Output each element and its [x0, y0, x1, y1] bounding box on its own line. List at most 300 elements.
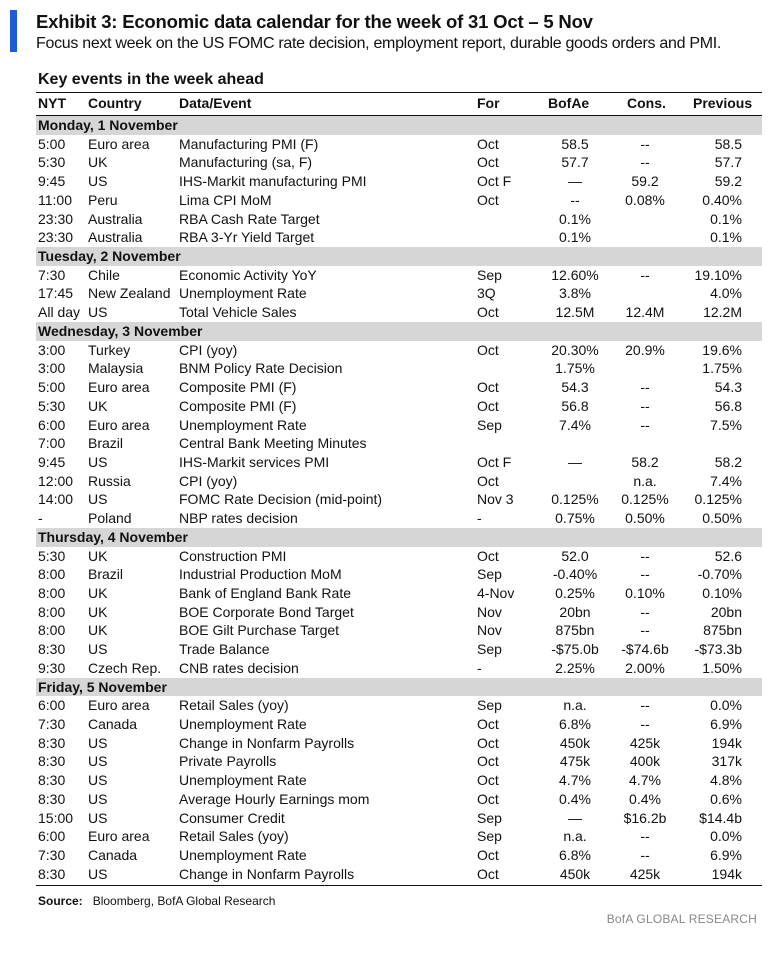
footer-brand: BofA GLOBAL RESEARCH — [606, 912, 757, 926]
column-header-nyt: NYT — [38, 95, 66, 111]
table-row — [0, 809, 783, 828]
period-cell: Oct — [477, 716, 499, 732]
time-cell: 15:00 — [38, 809, 74, 826]
bofa-estimate-cell: 54.3 — [561, 379, 589, 396]
event-cell: Change in Nonfarm Payrolls — [179, 734, 355, 751]
event-cell: Manufacturing PMI (F) — [179, 135, 319, 152]
day-header — [36, 116, 762, 135]
previous-cell: 194k — [711, 865, 742, 882]
time-cell: 7:30 — [38, 266, 66, 283]
bofa-estimate-cell: 52.0 — [561, 547, 589, 564]
time-cell: 7:30 — [38, 716, 66, 732]
time-cell: 17:45 — [38, 285, 74, 302]
period-cell: Oct — [477, 734, 499, 751]
previous-cell: -0.70% — [697, 566, 742, 583]
table-row — [0, 771, 783, 790]
time-cell: 8:00 — [38, 584, 66, 601]
previous-cell: 1.75% — [702, 360, 742, 377]
exhibit-subtitle: Focus next week on the US FOMC rate decision, employment report, durable goods orders and PMI. — [36, 35, 722, 52]
period-cell: Nov — [477, 603, 502, 620]
country-cell: Canada — [88, 847, 138, 864]
event-cell: IHS-Markit services PMI — [179, 453, 330, 470]
time-cell: 5:00 — [38, 379, 66, 396]
column-header-for: For — [477, 95, 500, 111]
table-row — [0, 191, 783, 210]
time-cell: 8:00 — [38, 566, 66, 583]
period-cell: Sep — [477, 697, 502, 714]
table-row — [0, 266, 783, 285]
previous-cell: 54.3 — [714, 379, 742, 396]
table-bottom-rule — [36, 885, 762, 886]
bofa-estimate-cell: 0.1% — [559, 229, 591, 246]
country-cell: Poland — [88, 510, 132, 527]
consensus-cell: 2.00% — [625, 659, 665, 676]
event-cell: BOE Gilt Purchase Target — [179, 622, 340, 639]
country-cell: US — [88, 734, 108, 751]
bofa-estimate-cell: 0.4% — [559, 790, 591, 807]
bofa-estimate-cell: 450k — [559, 865, 591, 882]
bofa-estimate-cell: 12.60% — [551, 266, 599, 283]
time-cell: 8:30 — [38, 734, 66, 751]
consensus-cell: -- — [640, 416, 650, 433]
bofa-estimate-cell: -- — [570, 191, 580, 208]
bofa-estimate-cell: 20.30% — [551, 341, 599, 358]
previous-cell: 52.6 — [714, 547, 742, 564]
table-row — [0, 790, 783, 809]
table-row — [0, 378, 783, 397]
country-cell: US — [88, 865, 108, 882]
time-cell: - — [38, 510, 43, 527]
previous-cell: 0.1% — [710, 229, 742, 246]
section-title-rule — [36, 92, 762, 93]
time-cell: 3:00 — [38, 341, 66, 358]
previous-cell: 0.1% — [710, 210, 742, 227]
bofa-estimate-cell: 6.8% — [559, 847, 591, 864]
period-cell: Nov 3 — [477, 491, 514, 508]
bofa-estimate-cell: 57.7 — [561, 154, 589, 171]
consensus-cell: -- — [640, 622, 650, 639]
time-cell: 8:30 — [38, 790, 66, 807]
consensus-cell: 400k — [629, 753, 661, 770]
event-cell: Manufacturing (sa, F) — [179, 154, 313, 171]
bofa-estimate-cell: 4.7% — [559, 772, 591, 789]
day-label: Thursday, 4 November — [38, 528, 188, 545]
consensus-cell: 0.4% — [629, 790, 661, 807]
table-row — [0, 846, 783, 865]
bofa-estimate-cell: -0.40% — [552, 566, 598, 583]
table-row — [0, 490, 783, 509]
event-cell: Composite PMI (F) — [179, 379, 297, 396]
period-cell: Oct F — [477, 453, 512, 470]
time-cell: 5:30 — [38, 397, 66, 414]
consensus-cell: n.a. — [633, 472, 657, 489]
previous-cell: 0.40% — [702, 191, 742, 208]
time-cell: 8:00 — [38, 622, 66, 639]
time-cell: 7:30 — [38, 847, 66, 864]
country-cell: US — [88, 453, 108, 470]
country-cell: US — [88, 790, 108, 807]
time-cell: 7:00 — [38, 435, 66, 452]
previous-cell: 7.4% — [710, 472, 742, 489]
event-cell: Trade Balance — [179, 641, 270, 658]
table-row — [0, 509, 783, 528]
day-label: Wednesday, 3 November — [38, 322, 203, 339]
period-cell: Oct — [477, 304, 499, 321]
previous-cell: 0.0% — [710, 828, 742, 845]
country-cell: New Zealand — [88, 285, 171, 302]
period-cell: Oct — [477, 379, 499, 396]
period-cell: Oct — [477, 397, 499, 414]
previous-cell: 317k — [711, 753, 742, 770]
source-text: Bloomberg, BofA Global Research — [92, 894, 276, 908]
event-cell: Retail Sales (yoy) — [179, 697, 289, 714]
country-cell: Russia — [88, 472, 131, 489]
country-cell: Brazil — [88, 566, 124, 583]
country-cell: Euro area — [88, 697, 150, 714]
event-cell: CPI (yoy) — [179, 341, 238, 358]
period-cell: Oct — [477, 472, 499, 489]
event-cell: Unemployment Rate — [179, 847, 307, 864]
day-label: Friday, 5 November — [38, 678, 167, 695]
table-row — [0, 565, 783, 584]
country-cell: Peru — [88, 191, 118, 208]
time-cell: 6:00 — [38, 416, 66, 433]
column-header-event: Data/Event — [179, 95, 252, 111]
table-row — [0, 865, 783, 884]
previous-cell: 0.0% — [710, 697, 742, 714]
time-cell: 14:00 — [38, 491, 74, 508]
country-cell: US — [88, 753, 108, 770]
country-cell: Czech Rep. — [88, 659, 162, 676]
country-cell: Turkey — [88, 341, 131, 358]
country-cell: UK — [88, 622, 108, 639]
period-cell: Oct — [477, 753, 499, 770]
previous-cell: 875bn — [703, 622, 742, 639]
consensus-cell: -- — [640, 847, 650, 864]
bofa-estimate-cell: 0.25% — [555, 584, 595, 601]
event-cell: RBA 3-Yr Yield Target — [179, 229, 315, 246]
previous-cell: 0.6% — [710, 790, 742, 807]
previous-cell: 0.10% — [702, 584, 742, 601]
consensus-cell: -- — [640, 603, 650, 620]
country-cell: Euro area — [88, 135, 150, 152]
consensus-cell: 4.7% — [629, 772, 661, 789]
event-cell: Construction PMI — [179, 547, 287, 564]
event-cell: BOE Corporate Bond Target — [179, 603, 354, 620]
consensus-cell: -- — [640, 135, 650, 152]
table-row — [0, 284, 783, 303]
event-cell: Industrial Production MoM — [179, 566, 342, 583]
time-cell: 8:30 — [38, 772, 66, 789]
period-cell: Oct — [477, 790, 499, 807]
country-cell: US — [88, 809, 108, 826]
country-cell: UK — [88, 603, 108, 620]
consensus-cell: -- — [640, 154, 650, 171]
table-row — [0, 416, 783, 435]
previous-cell: 20bn — [710, 603, 742, 620]
consensus-cell: -- — [640, 828, 650, 845]
bofa-estimate-cell: — — [568, 453, 582, 470]
bofa-estimate-cell: 1.75% — [555, 360, 595, 377]
period-cell: Oct — [477, 135, 499, 152]
consensus-cell: -- — [640, 716, 650, 732]
previous-cell: 56.8 — [714, 397, 742, 414]
consensus-cell: 425k — [629, 865, 661, 882]
bofa-estimate-cell: — — [568, 809, 582, 826]
event-cell: Private Payrolls — [179, 753, 277, 770]
table-row — [0, 228, 783, 247]
period-cell: Sep — [477, 416, 502, 433]
table-row — [0, 303, 783, 322]
previous-cell: 58.5 — [714, 135, 742, 152]
table-row — [0, 453, 783, 472]
bofa-estimate-cell: 3.8% — [559, 285, 591, 302]
consensus-cell: 425k — [629, 734, 661, 751]
exhibit-accent-bar — [10, 10, 17, 52]
event-cell: CPI (yoy) — [179, 472, 238, 489]
section-title: Key events in the week ahead — [38, 71, 264, 88]
period-cell: Sep — [477, 566, 502, 583]
bofa-estimate-cell: n.a. — [563, 697, 587, 714]
time-cell: 11:00 — [38, 191, 72, 208]
time-cell: 23:30 — [38, 210, 74, 227]
event-cell: Unemployment Rate — [179, 416, 307, 433]
previous-cell: $14.4b — [699, 809, 742, 826]
time-cell: 8:00 — [38, 603, 66, 620]
table-row — [0, 434, 783, 453]
previous-cell: 6.9% — [710, 716, 742, 732]
country-cell: US — [88, 173, 108, 190]
day-header — [36, 678, 762, 697]
table-row — [0, 696, 783, 715]
event-cell: Lima CPI MoM — [179, 191, 272, 208]
previous-cell: 4.0% — [710, 285, 742, 302]
event-cell: CNB rates decision — [179, 659, 299, 676]
previous-cell: 0.125% — [694, 491, 742, 508]
day-label: Tuesday, 2 November — [38, 248, 181, 265]
bofa-estimate-cell: 56.8 — [561, 397, 589, 414]
day-header — [36, 247, 762, 266]
country-cell: Euro area — [88, 828, 150, 845]
consensus-cell: -- — [640, 697, 650, 714]
table-row — [0, 640, 783, 659]
event-cell: FOMC Rate Decision (mid-point) — [179, 491, 383, 508]
bofa-estimate-cell: 475k — [559, 753, 591, 770]
calendar-table-body — [0, 116, 783, 883]
day-header — [36, 322, 762, 341]
event-cell: Consumer Credit — [179, 809, 285, 826]
consensus-cell: -$74.6b — [621, 641, 669, 658]
table-row — [0, 603, 783, 622]
time-cell: 12:00 — [38, 472, 74, 489]
event-cell: Total Vehicle Sales — [179, 304, 297, 321]
period-cell: 4-Nov — [477, 584, 515, 601]
column-header-country: Country — [88, 95, 142, 111]
table-row — [0, 752, 783, 771]
period-cell: Nov — [477, 622, 502, 639]
consensus-cell: 0.125% — [621, 491, 669, 508]
country-cell: Chile — [88, 266, 120, 283]
bofa-estimate-cell: n.a. — [563, 828, 587, 845]
consensus-cell: $16.2b — [623, 809, 667, 826]
table-row — [0, 659, 783, 678]
period-cell: 3Q — [477, 285, 496, 302]
period-cell: Oct — [477, 191, 499, 208]
column-header-bofa: BofAe — [548, 95, 590, 111]
bofa-estimate-cell: 58.5 — [561, 135, 589, 152]
time-cell: 9:45 — [38, 453, 66, 470]
time-cell: 5:30 — [38, 154, 66, 171]
table-row — [0, 210, 783, 229]
column-header-prev: Previous — [693, 95, 753, 111]
consensus-cell: 58.2 — [631, 453, 659, 470]
event-cell: Bank of England Bank Rate — [179, 584, 352, 601]
period-cell: - — [477, 659, 482, 676]
previous-cell: 19.6% — [702, 341, 742, 358]
period-cell: Oct F — [477, 173, 512, 190]
consensus-cell: 0.08% — [625, 191, 665, 208]
time-cell: 3:00 — [38, 360, 66, 377]
period-cell: Oct — [477, 154, 499, 171]
day-label: Monday, 1 November — [38, 117, 178, 133]
country-cell: US — [88, 304, 108, 321]
time-cell: 8:30 — [38, 865, 66, 882]
event-cell: Unemployment Rate — [179, 716, 307, 732]
time-cell: 23:30 — [38, 229, 74, 246]
country-cell: US — [88, 772, 108, 789]
event-cell: Unemployment Rate — [179, 285, 307, 302]
consensus-cell: -- — [640, 266, 650, 283]
table-row — [0, 827, 783, 846]
previous-cell: 7.5% — [710, 416, 742, 433]
bofa-estimate-cell: 0.125% — [551, 491, 599, 508]
event-cell: IHS-Markit manufacturing PMI — [179, 173, 367, 190]
country-cell: Euro area — [88, 416, 150, 433]
bofa-estimate-cell: 2.25% — [555, 659, 595, 676]
period-cell: Oct — [477, 772, 499, 789]
time-cell: 6:00 — [38, 828, 66, 845]
previous-cell: 194k — [711, 734, 742, 751]
source-label: Source: — [38, 894, 83, 908]
table-row — [0, 359, 783, 378]
previous-cell: -$73.3b — [694, 641, 742, 658]
bofa-estimate-cell: -$75.0b — [551, 641, 599, 658]
consensus-cell: -- — [640, 547, 650, 564]
event-cell: Economic Activity YoY — [179, 266, 317, 283]
period-cell: Oct — [477, 865, 499, 882]
bofa-estimate-cell: 7.4% — [559, 416, 591, 433]
time-cell: All day — [38, 304, 81, 321]
table-row — [0, 734, 783, 753]
period-cell: Oct — [477, 547, 499, 564]
country-cell: Malaysia — [88, 360, 144, 377]
column-header-cons: Cons. — [627, 95, 666, 111]
time-cell: 8:30 — [38, 641, 66, 658]
period-cell: Sep — [477, 266, 502, 283]
previous-cell: 19.10% — [694, 266, 742, 283]
previous-cell: 6.9% — [710, 847, 742, 864]
bofa-estimate-cell: 875bn — [555, 622, 595, 639]
table-row — [0, 547, 783, 566]
consensus-cell: -- — [640, 379, 650, 396]
country-cell: Brazil — [88, 435, 124, 452]
consensus-cell: 12.4M — [625, 304, 665, 321]
previous-cell: 59.2 — [714, 173, 742, 190]
country-cell: Canada — [88, 716, 138, 732]
period-cell: - — [477, 510, 482, 527]
table-row — [0, 715, 783, 734]
event-cell: Change in Nonfarm Payrolls — [179, 865, 355, 882]
country-cell: Australia — [88, 229, 143, 246]
event-cell: RBA Cash Rate Target — [179, 210, 320, 227]
previous-cell: 0.50% — [702, 510, 742, 527]
previous-cell: 12.2M — [703, 304, 742, 321]
country-cell: US — [88, 641, 108, 658]
consensus-cell: 59.2 — [631, 173, 659, 190]
table-row — [0, 172, 783, 191]
table-row — [0, 153, 783, 172]
table-row — [0, 397, 783, 416]
column-header-row — [0, 94, 783, 116]
bofa-estimate-cell: 450k — [559, 734, 591, 751]
source-note — [38, 894, 275, 908]
country-cell: UK — [88, 547, 108, 564]
consensus-cell: -- — [640, 397, 650, 414]
bofa-estimate-cell: — — [568, 173, 582, 190]
period-cell: Oct — [477, 341, 499, 358]
bofa-estimate-cell: 6.8% — [559, 716, 591, 732]
consensus-cell: 0.50% — [625, 510, 665, 527]
time-cell: 9:30 — [38, 659, 66, 676]
event-cell: Composite PMI (F) — [179, 397, 297, 414]
event-cell: NBP rates decision — [179, 510, 298, 527]
time-cell: 8:30 — [38, 753, 66, 770]
bofa-estimate-cell: 20bn — [559, 603, 591, 620]
event-cell: Unemployment Rate — [179, 772, 307, 789]
table-row — [0, 472, 783, 491]
consensus-cell: 20.9% — [625, 341, 665, 358]
time-cell: 5:30 — [38, 547, 66, 564]
period-cell: Sep — [477, 641, 502, 658]
previous-cell: 58.2 — [714, 453, 742, 470]
table-row — [0, 621, 783, 640]
country-cell: UK — [88, 397, 108, 414]
time-cell: 6:00 — [38, 697, 66, 714]
time-cell: 5:00 — [38, 135, 66, 152]
event-cell: Central Bank Meeting Minutes — [179, 435, 367, 452]
consensus-cell: 0.10% — [625, 584, 665, 601]
table-row — [0, 584, 783, 603]
table-row — [0, 341, 783, 360]
period-cell: Oct — [477, 847, 499, 864]
country-cell: Euro area — [88, 379, 150, 396]
event-cell: Average Hourly Earnings mom — [179, 790, 370, 807]
exhibit-title: Exhibit 3: Economic data calendar for the week of 31 Oct – 5 Nov — [36, 11, 593, 32]
period-cell: Sep — [477, 809, 502, 826]
country-cell: UK — [88, 584, 108, 601]
period-cell: Sep — [477, 828, 502, 845]
previous-cell: 1.50% — [702, 659, 742, 676]
consensus-cell: -- — [640, 566, 650, 583]
bofa-estimate-cell: 12.5M — [555, 304, 595, 321]
bofa-estimate-cell: 0.1% — [559, 210, 591, 227]
country-cell: UK — [88, 154, 108, 171]
country-cell: Australia — [88, 210, 143, 227]
event-cell: Retail Sales (yoy) — [179, 828, 289, 845]
previous-cell: 4.8% — [710, 772, 742, 789]
table-row — [0, 135, 783, 154]
bofa-estimate-cell: 0.75% — [555, 510, 595, 527]
